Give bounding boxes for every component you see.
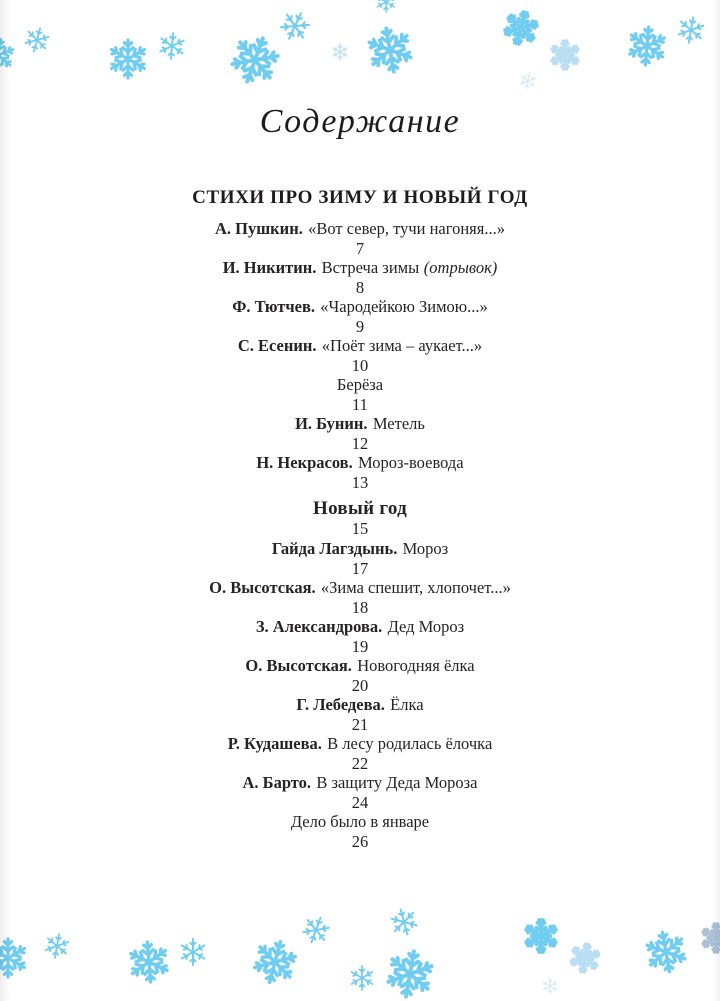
toc-entry-line bbox=[40, 499, 680, 519]
snowflake-icon bbox=[376, 0, 395, 12]
snowflake-icon bbox=[365, 25, 416, 76]
toc-entry-line bbox=[40, 539, 680, 559]
toc-entry bbox=[40, 219, 680, 258]
entry-page-number: 12 bbox=[351, 433, 369, 453]
snowflake-icon bbox=[43, 932, 70, 960]
toc-entry bbox=[40, 258, 680, 297]
toc-entry-line bbox=[40, 297, 680, 317]
entry-author: О. Высотская. bbox=[209, 578, 316, 597]
entry-title: В защиту Деда Мороза bbox=[316, 773, 478, 792]
entry-title: Мороз bbox=[402, 539, 449, 558]
snowflake-icon bbox=[0, 36, 16, 73]
toc-entry bbox=[40, 617, 680, 656]
toc-entry bbox=[40, 656, 680, 695]
entry-title: «Вот север, тучи нагоняя...» bbox=[308, 219, 505, 238]
toc-entry-line bbox=[40, 656, 680, 676]
entry-author: О. Высотская. bbox=[245, 656, 352, 675]
entry-author: Г. Лебедева. bbox=[296, 695, 385, 714]
entry-page-number: 18 bbox=[351, 597, 369, 617]
toc-entry-line bbox=[40, 258, 680, 278]
entry-author: Н. Некрасов. bbox=[256, 453, 353, 472]
toc-entry bbox=[40, 414, 680, 453]
entry-page-number: 21 bbox=[351, 714, 369, 734]
toc-entry bbox=[40, 539, 680, 578]
entry-page-number: 10 bbox=[351, 355, 369, 375]
entry-author: И. Бунин. bbox=[295, 414, 368, 433]
snowflake-icon bbox=[127, 940, 170, 983]
toc-entry-line bbox=[40, 453, 680, 473]
entry-page-number: 11 bbox=[352, 394, 368, 414]
toc-entry bbox=[40, 773, 680, 812]
toc-entry bbox=[40, 297, 680, 336]
toc-entry bbox=[40, 453, 680, 492]
entry-title: Метель bbox=[372, 414, 425, 433]
entry-page-number: 8 bbox=[355, 277, 365, 297]
page-title: Содержание bbox=[259, 103, 461, 140]
toc-entry-line bbox=[40, 617, 680, 637]
entry-note: (отрывок) bbox=[423, 258, 498, 277]
snowflake-icon bbox=[249, 936, 300, 987]
toc-entry-line bbox=[40, 812, 680, 832]
entry-author: С. Есенин. bbox=[237, 336, 317, 355]
entry-title: Берёза bbox=[336, 375, 384, 394]
entry-title: Дело было в январе bbox=[290, 812, 430, 831]
entry-title: «Поёт зима – аукает...» bbox=[321, 336, 483, 355]
toc-entry bbox=[40, 578, 680, 617]
entry-author: Гайда Лагздынь. bbox=[271, 539, 398, 558]
toc-entry bbox=[40, 812, 680, 851]
snowflake-icon bbox=[676, 15, 705, 45]
toc-entry bbox=[40, 734, 680, 773]
snowflake-icon bbox=[519, 72, 537, 90]
entry-title: «Чародейкою Зимою...» bbox=[320, 297, 488, 316]
toc-entry-line bbox=[40, 414, 680, 434]
entry-page-number: 15 bbox=[351, 518, 369, 538]
entry-title: Новый год bbox=[312, 498, 408, 519]
toc-entry bbox=[40, 492, 680, 539]
toc-entry bbox=[40, 336, 680, 375]
toc-entry bbox=[40, 695, 680, 734]
snowflake-icon bbox=[300, 913, 333, 946]
toc-section-header: СТИХИ ПРО ЗИМУ И НОВЫЙ ГОД bbox=[192, 187, 528, 208]
entry-page-number: 20 bbox=[351, 675, 369, 695]
entry-title: Дед Мороз bbox=[387, 617, 465, 636]
entry-page-number: 7 bbox=[355, 238, 365, 258]
snowflake-icon bbox=[702, 924, 720, 952]
toc-entry-line bbox=[40, 375, 680, 395]
entry-title: Встреча зимы bbox=[321, 258, 420, 277]
entry-author: И. Никитин. bbox=[222, 258, 317, 277]
snowflake-icon bbox=[501, 8, 540, 47]
entry-title: Ёлка bbox=[390, 695, 424, 714]
toc-entry-line bbox=[40, 773, 680, 793]
entry-title: «Зима спешит, хлопочет...» bbox=[320, 578, 511, 597]
toc-list bbox=[40, 219, 680, 851]
entry-page-number: 9 bbox=[355, 316, 365, 336]
entry-title: Новогодняя ёлка bbox=[357, 656, 475, 675]
toc-entry-line bbox=[40, 734, 680, 754]
entry-author: З. Александрова. bbox=[255, 617, 383, 636]
snowflake-icon bbox=[332, 44, 348, 60]
entry-page-number: 24 bbox=[351, 792, 369, 812]
entry-author: А. Барто. bbox=[242, 773, 312, 792]
snowflake-icon bbox=[383, 947, 436, 1000]
entry-author: Р. Кудашева. bbox=[227, 734, 322, 753]
snowflake-icon bbox=[226, 31, 285, 90]
snowflake-icon bbox=[388, 906, 419, 938]
snowflake-icon bbox=[23, 25, 52, 54]
snowflake-icon bbox=[0, 939, 27, 977]
toc-entry-line bbox=[40, 578, 680, 598]
entry-page-number: 17 bbox=[351, 558, 369, 578]
snowflake-icon bbox=[525, 920, 557, 952]
snowflake-icon bbox=[643, 929, 689, 975]
snowflake-icon bbox=[350, 966, 373, 990]
snowflake-icon bbox=[158, 32, 185, 60]
entry-page-number: 26 bbox=[351, 831, 369, 851]
snowflake-icon bbox=[569, 942, 601, 974]
snowflake-icon bbox=[277, 8, 313, 45]
entry-author: А. Пушкин. bbox=[215, 219, 303, 238]
entry-page-number: 19 bbox=[351, 636, 369, 656]
toc-entry-line bbox=[40, 219, 680, 239]
snowflake-icon bbox=[626, 25, 667, 66]
snowflake-icon bbox=[551, 41, 579, 69]
toc-entry-line bbox=[40, 695, 680, 715]
snowflake-icon bbox=[109, 40, 147, 78]
snowflake-icon bbox=[542, 978, 558, 994]
entry-title: Мороз-воевода bbox=[357, 453, 464, 472]
entry-page-number: 13 bbox=[351, 472, 369, 492]
entry-page-number: 22 bbox=[351, 753, 369, 773]
toc-entry bbox=[40, 375, 680, 414]
toc-entry-line bbox=[40, 336, 680, 356]
snowflake-icon bbox=[180, 939, 205, 965]
entry-author: Ф. Тютчев. bbox=[232, 297, 315, 316]
entry-title: В лесу родилась ёлочка bbox=[327, 734, 493, 753]
